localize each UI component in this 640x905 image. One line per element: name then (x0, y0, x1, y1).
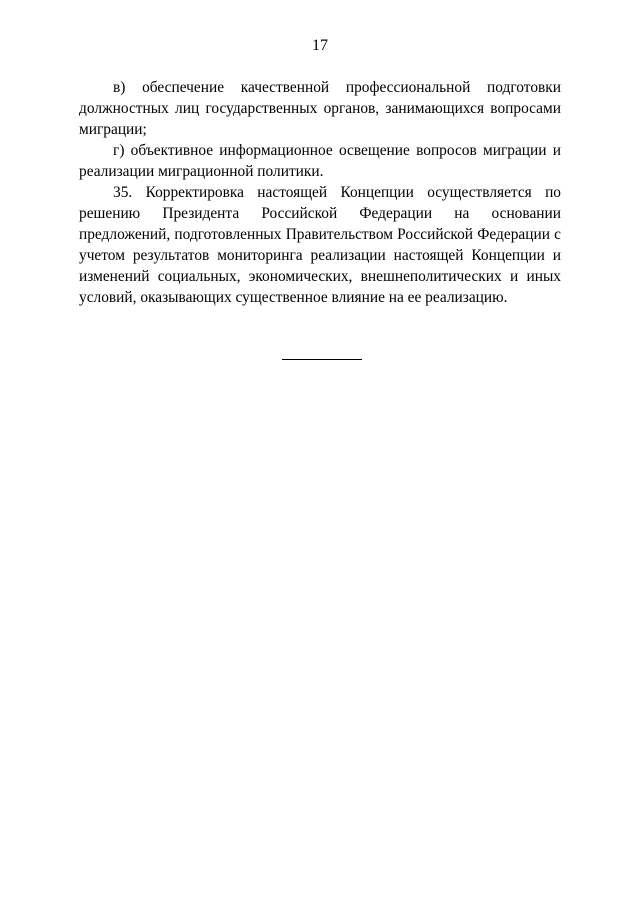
end-of-text-rule (282, 359, 362, 360)
paragraph-item-g: г) объективное информационное освещение вопросов миграции и реализации миграционной политики. (79, 142, 561, 180)
page-number: 17 (312, 37, 328, 54)
document-body (79, 77, 561, 308)
paragraph-section-35: 35. Корректировка настоящей Концепции осуществляется по решению Президента Российской Федерации на основании предложений, подготовленных Правительством Российской Федерации с учетом результатов мониторинга реализации настоящей Концепции и изменений социальных, экономических, внешнеполитических и иных условий, оказывающих существенное влияние на ее реализацию. (79, 184, 561, 306)
paragraph-item-v: в) обеспечение качественной профессиональной подготовки должностных лиц государственных органов, занимающихся вопросами миграции; (79, 79, 561, 138)
